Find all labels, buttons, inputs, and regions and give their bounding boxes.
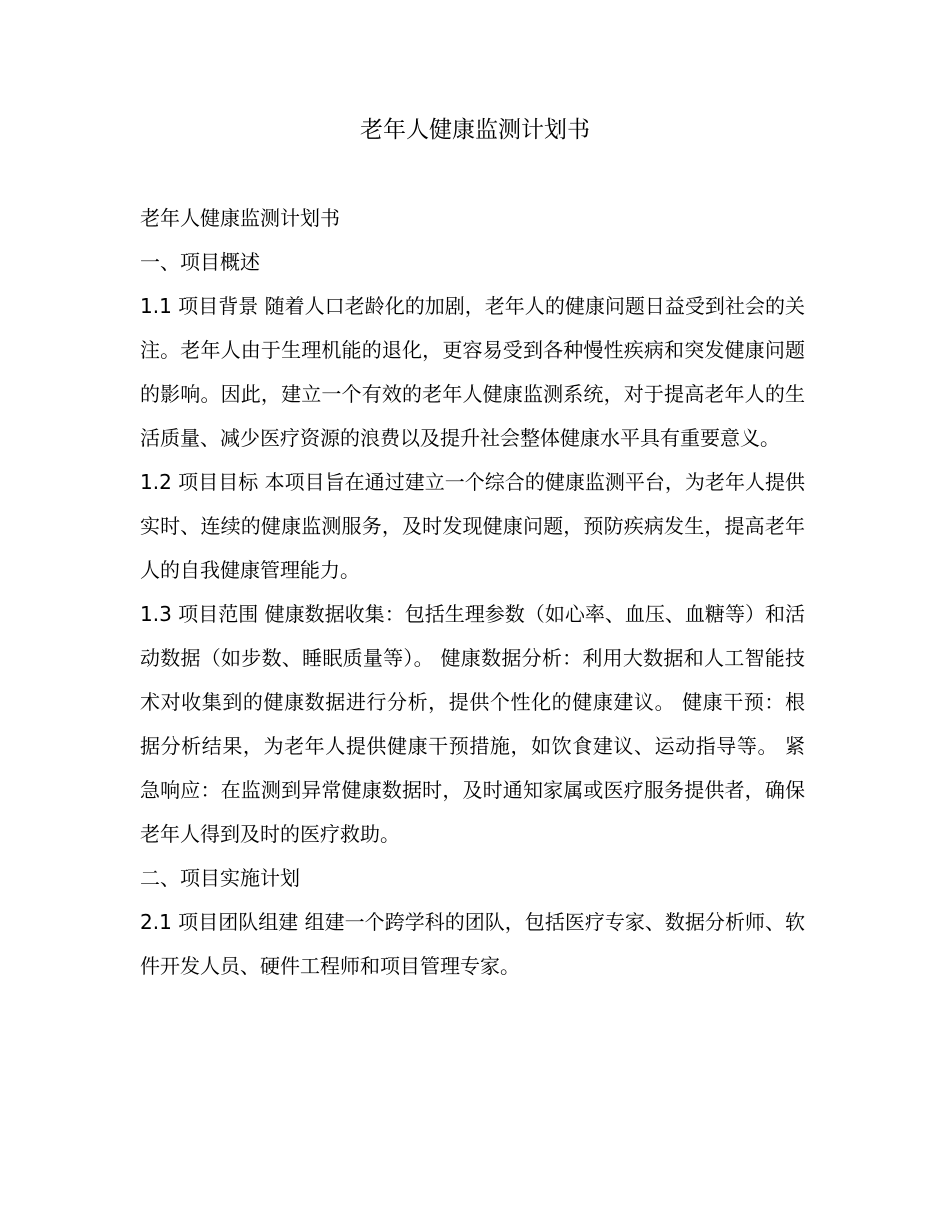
paragraph-team: 2.1 项目团队组建 组建一个跨学科的团队，包括医疗专家、数据分析师、软件开发人员、硬件工程师和项目管理专家。 — [140, 910, 805, 978]
document-title: 老年人健康监测计划书 — [360, 117, 590, 143]
section-heading-implementation: 二、项目实施计划 — [140, 866, 300, 890]
document-body — [140, 196, 805, 988]
subtitle-paragraph: 老年人健康监测计划书 — [140, 206, 340, 230]
section-heading-overview: 一、项目概述 — [140, 250, 260, 274]
paragraph-background: 1.1 项目背景 随着人口老龄化的加剧，老年人的健康问题日益受到社会的关注。老年人由于生理机能的退化，更容易受到各种慢性疾病和突发健康问题的影响。因此，建立一个有效的老年人健康监测系统，对于提高老年人的生活质量、减少医疗资源的浪费以及提升社会整体健康水平具有重要意义。 — [140, 294, 805, 450]
paragraph-goals: 1.2 项目目标 本项目旨在通过建立一个综合的健康监测平台，为老年人提供实时、连续的健康监测服务，及时发现健康问题，预防疾病发生，提高老年人的自我健康管理能力。 — [140, 470, 805, 582]
paragraph-scope: 1.3 项目范围 健康数据收集：包括生理参数（如心率、血压、血糖等）和活动数据（如步数、睡眠质量等）。 健康数据分析：利用大数据和人工智能技术对收集到的健康数据进行分析，提供个性化的健康建议。 健康干预：根据分析结果，为老年人提供健康干预措施，如饮食建议、运动指导等。 紧急响应：在监测到异常健康数据时，及时通知家属或医疗服务提供者，确保老年人得到及时的医疗救助。 — [140, 602, 805, 846]
